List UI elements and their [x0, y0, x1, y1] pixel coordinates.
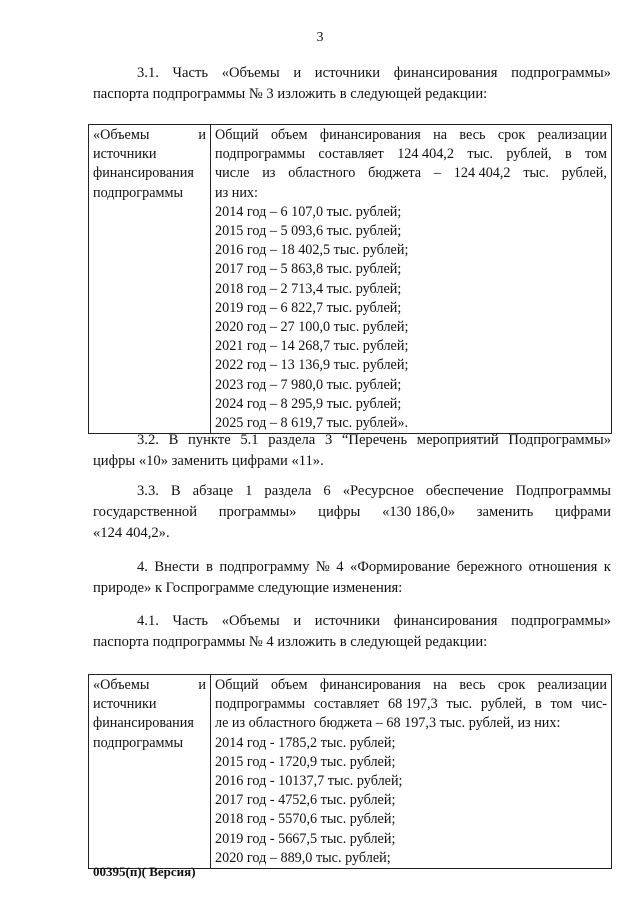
word: рублей,: [506, 146, 552, 163]
word: В: [168, 432, 179, 448]
word: объем: [270, 677, 308, 693]
word: том: [550, 696, 573, 713]
word: «Объемы: [221, 613, 280, 629]
word: отношения: [528, 559, 598, 575]
justified-line: [215, 676, 607, 695]
text-line: 2014 год – 6 107,0 тыс. рублей;: [215, 203, 402, 220]
word: –: [433, 165, 441, 182]
text-line: 2019 год – 6 822,7 тыс. рублей;: [215, 299, 402, 316]
word: 3.2.: [137, 432, 159, 448]
word: 3.1.: [137, 65, 159, 81]
word: раздела: [264, 483, 312, 499]
word: Внести: [154, 559, 200, 575]
word: «130 186,0»: [382, 504, 456, 520]
word: рублей,: [480, 696, 527, 713]
table-label-rest: [93, 695, 206, 753]
word: заменить: [476, 504, 534, 520]
justified-line: [215, 126, 607, 145]
table-value-cell: [211, 675, 612, 869]
word: «Формирование: [350, 559, 451, 575]
paragraph-3-1-line1: [93, 63, 611, 84]
word: абзаце: [192, 483, 234, 499]
paragraph-4-1-line1: [93, 611, 611, 632]
word: и: [198, 127, 206, 143]
word: рублей,: [561, 165, 607, 182]
text-line: 2016 год – 18 402,5 тыс. рублей;: [215, 242, 409, 259]
word: 5.1: [240, 432, 259, 448]
word: том: [585, 146, 607, 163]
word: «Объемы: [93, 127, 150, 143]
justified-line: [215, 145, 607, 164]
word: мероприятий: [416, 432, 499, 448]
word: «Объемы: [93, 677, 150, 693]
word: в: [534, 696, 542, 713]
word: подпрограммы: [215, 146, 305, 163]
word: В: [170, 483, 181, 499]
paragraph-4-1: [93, 611, 611, 653]
financing-intro: [215, 126, 607, 184]
document-code-footer: 00395(п)( Версия): [93, 864, 196, 879]
text-line: 2020 год – 889,0 тыс. рублей;: [215, 849, 391, 866]
table-label-line: [93, 126, 206, 145]
year-list: [215, 203, 607, 433]
table-label-line: [93, 676, 206, 695]
word: 4.1.: [137, 613, 159, 629]
word: №: [315, 559, 330, 575]
text-line: подпрограммы: [93, 184, 183, 201]
paragraph-3-3-line3: «124 404,2».: [93, 525, 170, 541]
word: 124 404,2: [397, 146, 454, 163]
word: чис-: [581, 696, 607, 713]
word: 124 404,2: [453, 165, 511, 182]
word: и: [293, 65, 302, 81]
paragraph-3-3-line2: [93, 502, 611, 523]
text-line: 2015 год - 1720,9 тыс. рублей;: [215, 753, 396, 770]
paragraph-4-line2: природе» к Госпрограмме следующие изменения:: [93, 580, 403, 596]
word: “Перечень: [341, 432, 408, 448]
text-line: 2019 год - 5667,5 тыс. рублей;: [215, 830, 396, 847]
word: Подпрограммы: [515, 483, 611, 499]
text-line: 2018 год - 5570,6 тыс. рублей;: [215, 811, 396, 828]
word: бюджета: [368, 165, 422, 182]
table-value-cell: [211, 125, 612, 434]
word: источники: [314, 613, 381, 629]
text-line: 2020 год – 27 100,0 тыс. рублей;: [215, 319, 409, 336]
word: в: [205, 559, 213, 575]
word: 6: [323, 483, 331, 499]
word: финансирования: [319, 127, 421, 143]
word: раздела: [268, 432, 316, 448]
word: срок: [497, 127, 526, 143]
word: к: [603, 559, 611, 575]
word: весь: [459, 677, 486, 693]
word: 3: [324, 432, 333, 448]
word: числе: [215, 165, 250, 182]
word: 4: [336, 559, 344, 575]
word: Общий: [215, 677, 259, 693]
word: на: [433, 127, 448, 143]
financing-intro-last: из них:: [215, 184, 258, 201]
word: финансирования: [393, 65, 498, 81]
text-line: источники: [93, 146, 157, 163]
text-line: 2023 год – 7 980,0 тыс. рублей;: [215, 376, 402, 393]
text-line: 2022 год – 13 136,9 тыс. рублей;: [215, 357, 409, 374]
word: весь: [459, 127, 486, 143]
word: 4.: [137, 559, 148, 575]
word: подпрограммы: [215, 696, 305, 713]
paragraph-3-1: [93, 63, 611, 105]
word: срок: [497, 677, 526, 693]
word: Общий: [215, 127, 259, 143]
word: объем: [270, 127, 308, 143]
paragraph-4-line1: [93, 557, 611, 578]
word: и: [293, 613, 302, 629]
text-line: финансирования: [93, 715, 194, 732]
financing-table-subprogram-4: [88, 674, 612, 869]
word: областного: [288, 165, 356, 182]
text-line: 2016 год - 10137,7 тыс. рублей;: [215, 773, 403, 790]
text-line: источники: [93, 696, 157, 713]
text-line: 2017 год - 4752,6 тыс. рублей;: [215, 792, 396, 809]
text-line: 2017 год – 5 863,8 тыс. рублей;: [215, 261, 402, 278]
word: государственной: [93, 504, 198, 520]
year-list: [215, 734, 607, 868]
word: 3.3.: [137, 483, 159, 499]
text-line: 2018 год – 2 713,4 тыс. рублей;: [215, 280, 402, 297]
table-label-rest: [93, 145, 206, 203]
word: источники: [314, 65, 381, 81]
word: из: [262, 165, 276, 182]
paragraph-3-2-line1: [93, 430, 611, 451]
word: тыс.: [523, 165, 549, 182]
justified-line: [215, 695, 607, 714]
justified-line: [215, 164, 607, 183]
financing-table-subprogram-3: [88, 124, 612, 434]
word: тыс.: [446, 696, 473, 713]
paragraph-4: [93, 557, 611, 599]
word: пункте: [188, 432, 231, 448]
paragraph-3-2-line2: цифры «10» заменить цифрами «11».: [93, 453, 324, 469]
word: 68 197,3: [388, 696, 438, 713]
text-line: 2014 год - 1785,2 тыс. рублей;: [215, 734, 396, 751]
page-number: 3: [316, 30, 324, 45]
paragraph-3-2: [93, 430, 611, 472]
paragraph-3-3-line1: [93, 481, 611, 502]
paragraph-3-1-line2: паспорта подпрограммы № 3 изложить в следующей редакции:: [93, 86, 488, 102]
text-line: 2025 год – 8 619,7 тыс. рублей».: [215, 415, 408, 432]
word: реализации: [537, 677, 607, 693]
word: «Ресурсное: [342, 483, 414, 499]
word: составляет: [313, 696, 380, 713]
word: «Объемы: [221, 65, 280, 81]
word: составляет: [318, 146, 384, 163]
text-line: 2015 год – 5 093,6 тыс. рублей;: [215, 223, 402, 240]
word: Часть: [172, 65, 209, 81]
table-label-cell: [89, 675, 211, 869]
word: 1: [245, 483, 253, 499]
financing-intro: [215, 676, 607, 714]
word: обеспечение: [425, 483, 504, 499]
word: Подпрограммы»: [508, 432, 611, 448]
word: подпрограммы»: [511, 613, 611, 629]
word: подпрограмму: [219, 559, 310, 575]
word: программы»: [218, 504, 297, 520]
text-line: 2021 год – 14 268,7 тыс. рублей;: [215, 338, 409, 355]
word: Часть: [172, 613, 209, 629]
word: цифры: [318, 504, 361, 520]
text-line: подпрограммы: [93, 734, 183, 751]
word: в: [565, 146, 572, 163]
text-line: финансирования: [93, 165, 194, 182]
word: цифрами: [555, 504, 611, 520]
text-line: 2024 год – 8 295,9 тыс. рублей;: [215, 395, 402, 412]
word: финансирования: [393, 613, 498, 629]
paragraph-3-3: [93, 481, 611, 544]
word: реализации: [537, 127, 607, 143]
word: на: [433, 677, 448, 693]
word: тыс.: [467, 146, 493, 163]
word: финансирования: [319, 677, 421, 693]
word: подпрограммы»: [511, 65, 611, 81]
word: и: [198, 677, 206, 693]
paragraph-4-1-line2: паспорта подпрограммы № 4 изложить в следующей редакции:: [93, 634, 488, 650]
word: бережного: [456, 559, 523, 575]
financing-intro-last: ле из областного бюджета – 68 197,3 тыс. рублей, из них:: [215, 715, 561, 732]
table-label-cell: [89, 125, 211, 434]
